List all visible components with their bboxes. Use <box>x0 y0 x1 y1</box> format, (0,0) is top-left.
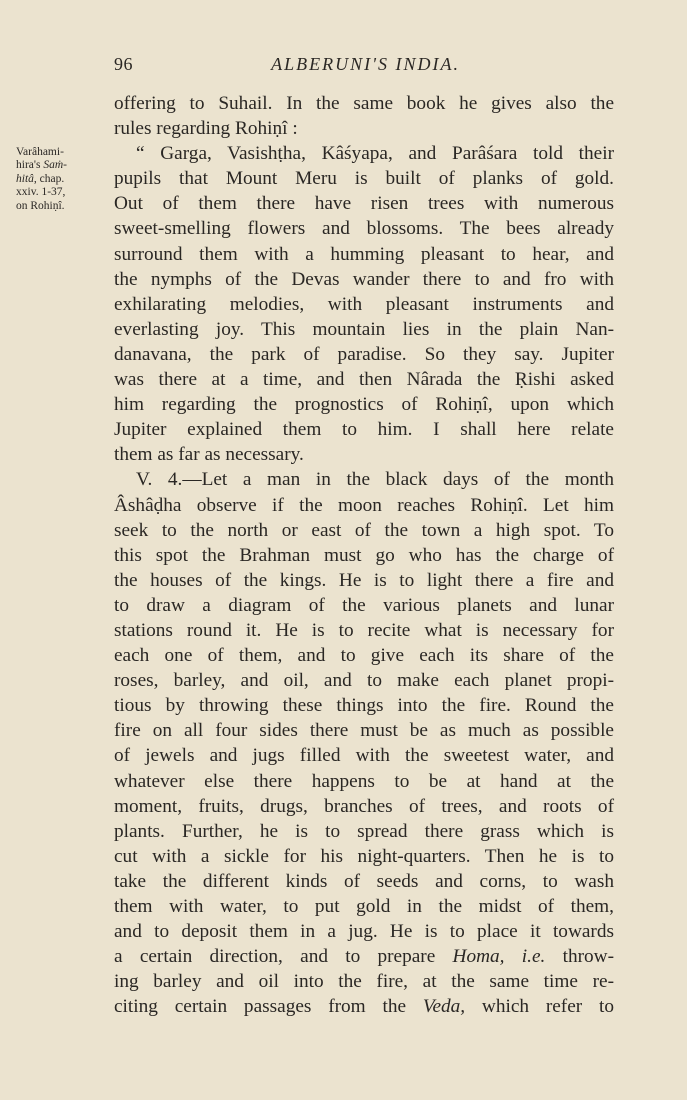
text-line: Jupiter explained them to him. I shall here relate <box>114 419 614 441</box>
text-line: of jewels and jugs filled with the sweetest water, and <box>114 745 614 767</box>
text-line: roses, barley, and oil, and to make each planet propi- <box>114 670 614 692</box>
page-number: 96 <box>114 54 133 74</box>
text-line: take the different kinds of seeds and corns, to wash <box>114 870 614 892</box>
text-line: exhilarating melodies, with pleasant instruments and <box>114 293 614 315</box>
text-line: was there at a time, and then Nârada the Ṛishi asked <box>114 369 614 391</box>
text-line: danavana, the park of paradise. So they say. Jupiter <box>114 343 614 365</box>
text-line: seek to the north or east of the town a high spot. To <box>114 519 614 541</box>
margin-note-line: hitâ, chap. <box>16 172 65 185</box>
page-header <box>114 54 460 82</box>
text-line: sweet-smelling flowers and blossoms. The bees already <box>114 218 614 240</box>
text-line: whatever else there happens to be at hand at the <box>114 770 614 792</box>
text-line: tious by throwing these things into the fire. Round the <box>114 695 614 717</box>
text-line: “ Garga, Vasishṭha, Kâśyapa, and Parâśara told their <box>136 143 614 165</box>
text-line: pupils that Mount Meru is built of planks of gold. <box>114 168 614 190</box>
text-line: stations round it. He is to recite what is necessary for <box>114 619 614 641</box>
text-line: this spot the Brahman must go who has the charge of <box>114 544 614 566</box>
text-line: each one of them, and to give each its share of the <box>114 645 614 667</box>
margin-note-line: Varâhami- <box>16 146 64 158</box>
text-line: surround them with a humming pleasant to hear, and <box>114 243 614 265</box>
text-line: to draw a diagram of the various planets and lunar <box>114 594 614 616</box>
text-line: the houses of the kings. He is to light there a fire and <box>114 569 614 591</box>
text-line: everlasting joy. This mountain lies in the plain Nan- <box>114 318 614 340</box>
text-line: them as far as necessary. <box>114 444 304 466</box>
text-line: and to deposit them in a jug. He is to place it towards <box>114 921 614 943</box>
margin-note <box>16 146 112 213</box>
text-line: citing certain passages from the Veda, which refer to <box>114 996 614 1018</box>
text-line: moment, fruits, drugs, branches of trees, and roots of <box>114 795 614 817</box>
text-line: Âshâḍha observe if the moon reaches Rohiṇî. Let him <box>114 494 614 516</box>
text-line: plants. Further, he is to spread there grass which is <box>114 820 614 842</box>
margin-note-line: xxiv. 1-37, <box>16 186 66 199</box>
text-line: V. 4.—Let a man in the black days of the month <box>136 469 614 491</box>
margin-note-line: hira's Saṁ- <box>16 159 67 172</box>
body-text <box>114 91 614 1019</box>
text-line: rules regarding Rohiṇî : <box>114 118 298 140</box>
text-line: offering to Suhail. In the same book he gives also the <box>114 93 614 114</box>
text-line: cut with a sickle for his night-quarters. Then he is to <box>114 845 614 867</box>
text-line: them with water, to put gold in the midst of them, <box>114 896 614 917</box>
text-line: a certain direction, and to prepare Homa, i.e. throw- <box>114 946 614 968</box>
text-line: the nymphs of the Devas wander there to and fro with <box>114 268 614 290</box>
text-line: him regarding the prognostics of Rohiṇî, upon which <box>114 394 614 416</box>
text-line: ing barley and oil into the fire, at the same time re- <box>114 971 614 993</box>
running-title: ALBERUNI'S INDIA. <box>271 54 460 74</box>
text-line: fire on all four sides there must be as much as possible <box>114 720 614 742</box>
margin-note-line: on Rohiṇî. <box>16 199 65 212</box>
text-line: Out of them there have risen trees with numerous <box>114 193 614 215</box>
